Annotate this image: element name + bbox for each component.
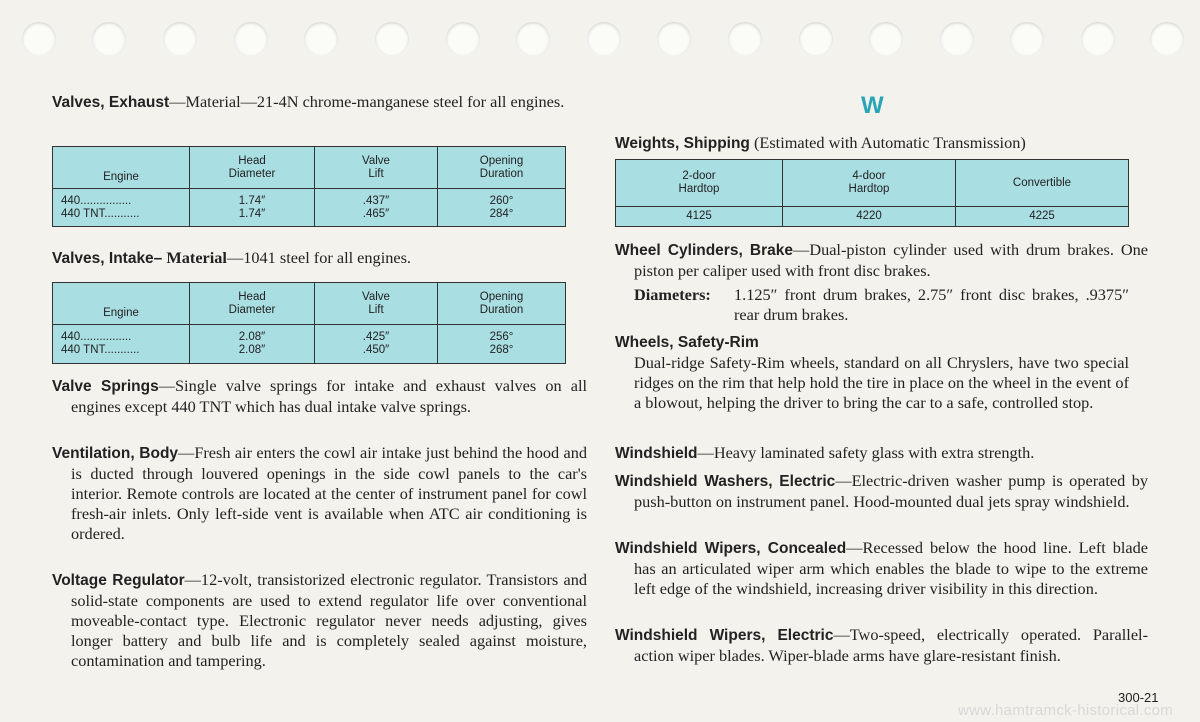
watermark: www.hamtramck-historical.com xyxy=(958,702,1174,719)
binder-hole xyxy=(1010,22,1044,56)
binder-hole xyxy=(234,22,268,56)
entry-wheel-cylinders xyxy=(615,240,1148,281)
table-cell: .465″ xyxy=(362,207,390,220)
binder-hole xyxy=(940,22,974,56)
entry-heading: Valves, Exhaust xyxy=(52,94,170,111)
table-cell: 2.08″ xyxy=(238,331,266,343)
table-cell: 256° xyxy=(489,331,514,343)
table-cell: .437″ xyxy=(362,194,390,207)
table-header: Opening Duration xyxy=(438,283,566,325)
table-header: Engine xyxy=(53,283,190,325)
entry-windshield-washers xyxy=(615,471,1148,512)
entry-valve-springs xyxy=(52,376,587,417)
entry-valves-exhaust xyxy=(52,92,587,113)
entry-heading: Ventilation, Body xyxy=(52,445,179,462)
binder-hole xyxy=(587,22,621,56)
entry-heading: Wheel Cylinders, Brake xyxy=(615,242,794,259)
table-header: 2-door Hardtop xyxy=(616,160,783,207)
table-cell: 440................ xyxy=(61,331,132,343)
shipping-weights-table xyxy=(615,159,1129,227)
valve-lift-cell xyxy=(315,325,438,364)
binder-hole xyxy=(163,22,197,56)
table-header: Engine xyxy=(53,147,190,189)
entry-text: Dual-ridge Safety-Rim wheels, standard on all Chryslers, have two special ridges on the rim that help hold the tire in place on the wheel in the event of a blowout, helping the driver to bring the car to a safe, controlled stop. xyxy=(634,353,1129,412)
entry-text: —Recessed below the hood line. Left blade has an articulated wiper arm which enables the blade to wipe to the extreme left edge of the windshield, increasing driver visibility in this direction. xyxy=(634,538,1148,598)
entry-heading: Windshield Wipers, Concealed xyxy=(615,540,847,557)
entry-text: —12-volt, transistorized electronic regulator. Transistors and solid-state components are used to extend regulator life over conventional moveable-contact type. Electronic regulator never needs adjusting, gives longer battery and bulb life and is completely sealed against moisture, contamination and tampering. xyxy=(71,570,587,670)
binder-hole xyxy=(446,22,480,56)
intake-valve-table xyxy=(52,282,566,364)
table-cell: 440 TNT........... xyxy=(61,344,140,356)
entry-text: —Heavy laminated safety glass with extra strength. xyxy=(697,443,1035,462)
table-cell xyxy=(956,207,1129,227)
table-cell: 440................ xyxy=(61,194,132,207)
binder-hole xyxy=(657,22,691,56)
binder-hole xyxy=(22,22,56,56)
table-cell: 2.08″ xyxy=(238,344,266,356)
entry-subheading: Material xyxy=(166,248,227,267)
valve-lift-cell xyxy=(315,189,438,227)
diameters-text: 1.125″ front drum brakes, 2.75″ front disc brakes, .9375″ rear drum brakes. xyxy=(734,285,1129,324)
table-cell: .425″ xyxy=(362,331,390,343)
binder-hole xyxy=(92,22,126,56)
table-header: Convertible xyxy=(956,160,1129,207)
engine-cell xyxy=(53,189,190,227)
entry-voltage-regulator xyxy=(52,570,587,671)
entry-text: —Two-speed, electrically operated. Parallel-action wiper blades. Wiper-blade arms have glare-resistant finish. xyxy=(634,625,1148,665)
table-cell: .450″ xyxy=(362,344,390,356)
entry-heading: Valve Springs xyxy=(52,378,159,395)
opening-duration-cell xyxy=(438,325,566,364)
entry-weights-shipping xyxy=(615,133,1129,154)
entry-text: —Fresh air enters the cowl air intake just behind the hood and is ducted through louvered openings in the side cowl panels to the car's interior. Remote controls are located at the center of instrument panel for cowl fresh-air inlets. Only left-side vent is available when ATC air conditioning is ordered. xyxy=(71,443,587,543)
binder-hole xyxy=(375,22,409,56)
entry-wheels-safety-rim xyxy=(615,333,1129,413)
table-cell: 268° xyxy=(489,344,514,356)
binder-hole xyxy=(304,22,338,56)
entry-heading: Wheels, Safety-Rim xyxy=(615,334,759,351)
entry-text: —Material—21-4N chrome-manganese steel for all engines. xyxy=(169,92,565,111)
binder-hole xyxy=(516,22,550,56)
entry-text: —1041 steel for all engines. xyxy=(226,248,411,267)
engine-cell xyxy=(53,325,190,364)
entry-valves-intake xyxy=(52,248,568,269)
table-cell: 440 TNT........... xyxy=(61,207,140,220)
exhaust-valve-table xyxy=(52,146,566,227)
diameters-label: Diameters: xyxy=(634,285,711,304)
entry-heading: Valves, Intake– xyxy=(52,250,163,267)
table-header: 4-door Hardtop xyxy=(783,160,956,207)
table-header: Opening Duration xyxy=(438,147,566,189)
entry-text: —Single valve springs for intake and exhaust valves on all engines except 440 TNT which has dual intake valve springs. xyxy=(71,376,587,416)
binder-hole xyxy=(799,22,833,56)
binder-holes xyxy=(0,22,1200,62)
binder-hole xyxy=(1081,22,1115,56)
head-diameter-cell xyxy=(190,325,315,364)
entry-heading: Windshield xyxy=(615,445,698,462)
entry-wipers-concealed xyxy=(615,538,1148,599)
head-diameter-cell xyxy=(190,189,315,227)
table-cell: 260° xyxy=(489,194,514,207)
table-cell: 1.74″ xyxy=(238,207,266,220)
entry-text: —Dual-piston cylinder used with drum brakes. One piston per caliper used with front disc brakes. xyxy=(634,240,1148,280)
entry-windshield xyxy=(615,443,1148,464)
section-letter: W xyxy=(861,92,884,119)
table-header: Valve Lift xyxy=(315,283,438,325)
table-header: Head Diameter xyxy=(190,147,315,189)
table-cell: 284° xyxy=(489,207,514,220)
table-header: Head Diameter xyxy=(190,283,315,325)
entry-wipers-electric xyxy=(615,625,1148,666)
weight-value: 4125 xyxy=(686,210,712,222)
binder-hole xyxy=(728,22,762,56)
weight-value: 4225 xyxy=(1029,210,1055,222)
entry-heading: Windshield Wipers, Electric xyxy=(615,627,834,644)
entry-ventilation-body xyxy=(52,443,587,544)
table-cell xyxy=(616,207,783,227)
table-cell: 1.74″ xyxy=(238,194,266,207)
entry-heading: Weights, Shipping xyxy=(615,135,750,152)
binder-hole xyxy=(1150,22,1184,56)
entry-text: —Electric-driven washer pump is operated by push-button on instrument panel. Hood-mounted dual jets spray windshield. xyxy=(634,471,1148,511)
weight-value: 4220 xyxy=(856,210,882,222)
table-cell xyxy=(783,207,956,227)
entry-note: (Estimated with Automatic Transmission) xyxy=(753,133,1026,152)
entry-diameters xyxy=(634,285,1129,325)
table-header: Valve Lift xyxy=(315,147,438,189)
entry-heading: Voltage Regulator xyxy=(52,572,185,589)
opening-duration-cell xyxy=(438,189,566,227)
page-number: 300-21 xyxy=(1118,690,1159,705)
binder-hole xyxy=(869,22,903,56)
entry-heading: Windshield Washers, Electric xyxy=(615,473,836,490)
